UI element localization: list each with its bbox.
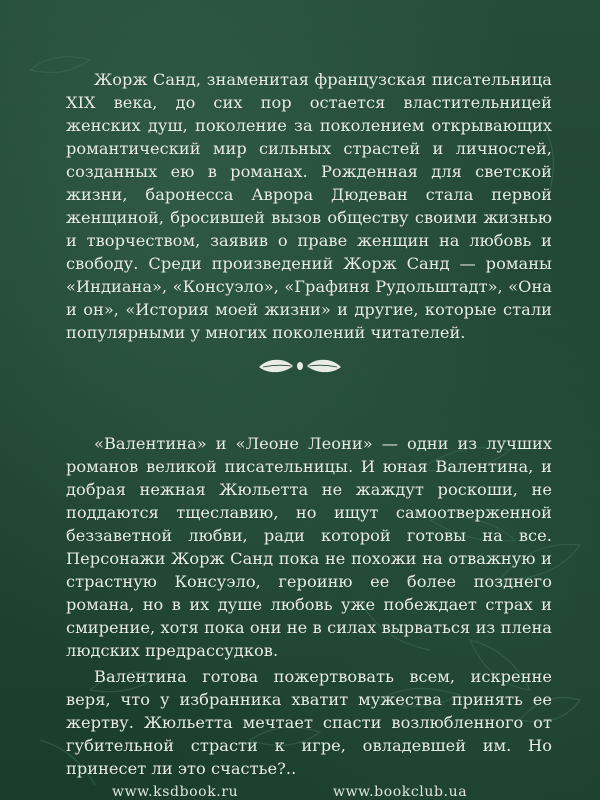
author-introduction: [66, 68, 552, 344]
leaf-ornament-icon: [255, 355, 345, 379]
description-paragraph: «Валентина» и «Леоне Леони» — одни из лучших романов великой писательницы. И юная Валентина, и добрая нежная Жюльетта не жаждут роскоши, не поддаются тщеславию, но ищут самоотверженной беззаветной любви, ради которой готовы на все. Персонажи Жорж Санд пока не похожи на отважную и страстную Консуэло, героиню ее более позднего романа, но в их душе любовь уже побеждает страх и смирение, хотя пока они не в силах вырваться из плена людских предрассудков.: [66, 434, 552, 660]
publisher-website-link[interactable]: www.ksdbook.ru: [112, 784, 239, 800]
intro-paragraph: Жорж Санд, знаменитая французская писательница XIX века, до сих пор остается властительницей женских душ, поколение за поколением открывающих романтический мир сильных страстей и личностей, созданных ею в романах. Рожденная для светской жизни, баронесса Аврора Дюдеван стала первой женщиной, бросившей вызов обществу своими жизнью и творчеством, заявив о праве женщин на любовь и свободу. Среди произведений Жорж Санд — романы «Индиана», «Консуэло», «Графиня Рудольштадт», «Она и он», «История моей жизни» и другие, которые стали популярными у многих поколений читателей.: [66, 70, 552, 342]
novels-description: [66, 432, 552, 780]
bookclub-website-link[interactable]: www.bookclub.ua: [333, 784, 468, 800]
description-paragraph: Валентина готова пожертвовать всем, искренне веря, что у избранника хватит мужества принять ее жертву. Жюльетта мечтает спасти возлюбленного от губительной страсти к игре, овладевшей им. Но принесет ли это счастье?..: [66, 667, 552, 778]
